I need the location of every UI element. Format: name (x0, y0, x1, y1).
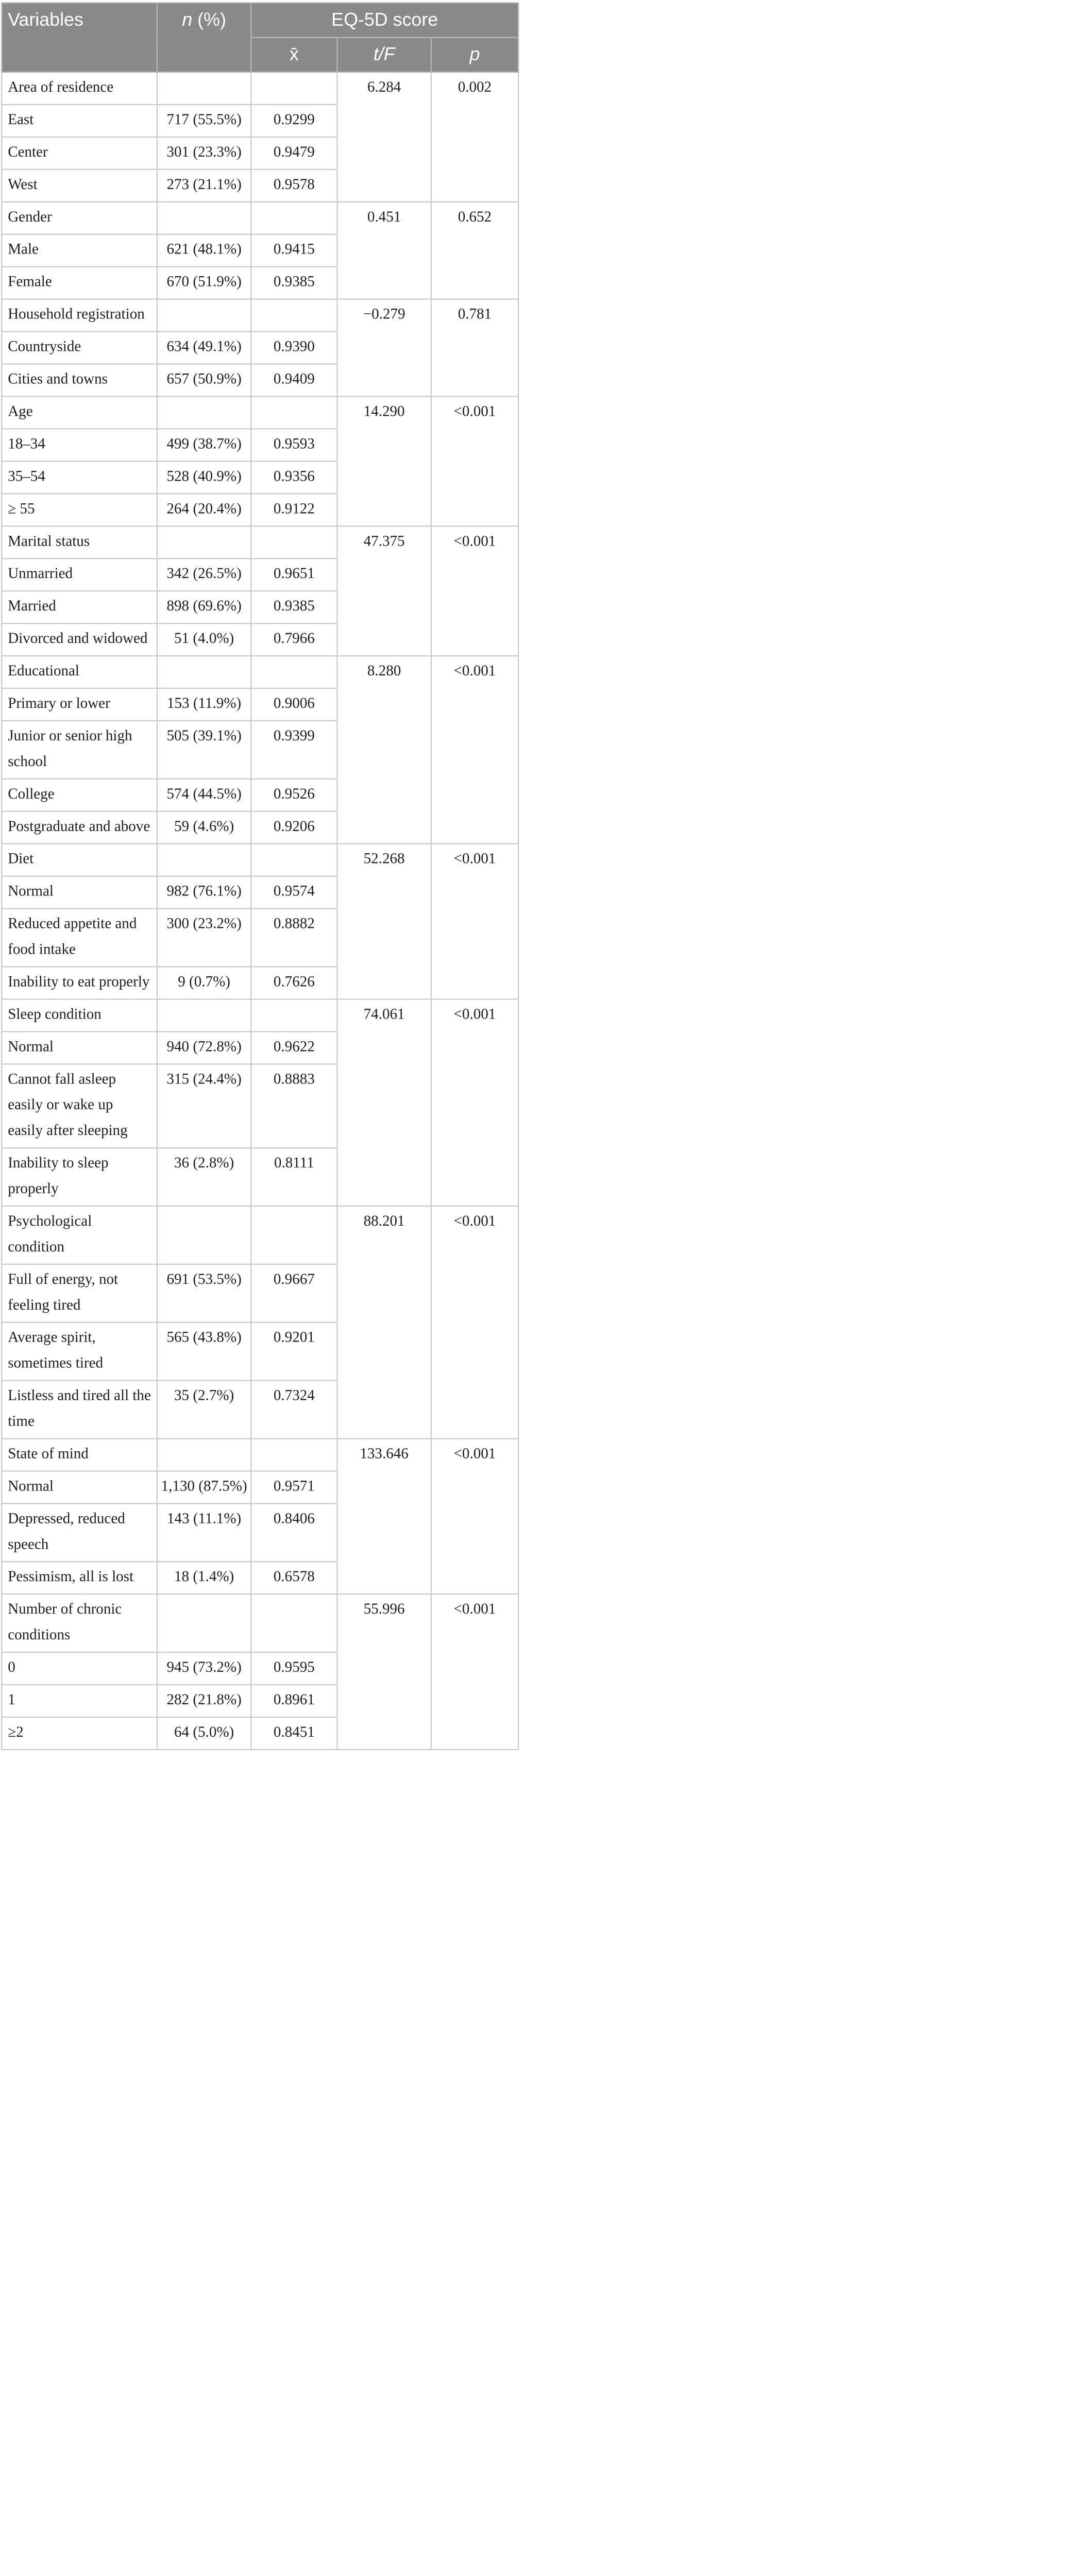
group-header-row (2, 202, 518, 234)
variable-label: Age (2, 396, 157, 429)
p-value: <0.001 (431, 656, 518, 844)
n-percent-cell: 982 (76.1%) (157, 876, 251, 909)
n-percent-cell: 35 (2.7%) (157, 1381, 251, 1439)
n-percent-cell (157, 72, 251, 105)
mean-cell: 0.9667 (251, 1264, 337, 1323)
n-percent-cell: 898 (69.6%) (157, 591, 251, 623)
variable-level: Unmarried (2, 558, 157, 591)
mean-cell (251, 72, 337, 105)
variable-label: Marital status (2, 526, 157, 558)
n-percent-cell: 36 (2.8%) (157, 1148, 251, 1206)
header-eq5d-score: EQ-5D score (251, 3, 518, 37)
mean-cell: 0.9385 (251, 267, 337, 299)
test-statistic: −0.279 (337, 299, 431, 397)
mean-cell: 0.9201 (251, 1323, 337, 1381)
mean-cell: 0.9574 (251, 876, 337, 909)
variable-label: Area of residence (2, 72, 157, 105)
test-statistic: 55.996 (337, 1594, 431, 1750)
header-n-percent-suffix: (%) (192, 10, 226, 30)
mean-cell (251, 999, 337, 1031)
variable-level: Reduced appetite and food intake (2, 909, 157, 967)
variable-level: East (2, 105, 157, 137)
group-header-row (2, 72, 518, 105)
p-value: <0.001 (431, 1438, 518, 1594)
n-percent-cell: 315 (24.4%) (157, 1064, 251, 1148)
group-header-row (2, 1594, 518, 1652)
mean-cell: 0.8961 (251, 1685, 337, 1717)
mean-cell: 0.9622 (251, 1031, 337, 1064)
header-p: p (431, 38, 518, 72)
n-percent-cell: 945 (73.2%) (157, 1652, 251, 1685)
p-value: <0.001 (431, 1206, 518, 1438)
mean-cell: 0.9299 (251, 105, 337, 137)
variable-level: Cities and towns (2, 364, 157, 397)
n-percent-cell: 634 (49.1%) (157, 332, 251, 364)
variable-level: Divorced and widowed (2, 623, 157, 656)
mean-cell (251, 396, 337, 429)
eq5d-table (1, 2, 519, 1750)
mean-cell: 0.8406 (251, 1503, 337, 1562)
mean-cell (251, 844, 337, 876)
test-statistic: 47.375 (337, 526, 431, 656)
mean-cell: 0.9006 (251, 688, 337, 721)
mean-cell: 0.8883 (251, 1064, 337, 1148)
variable-level: ≥2 (2, 1717, 157, 1750)
variable-level: Full of energy, not feeling tired (2, 1264, 157, 1323)
n-percent-cell: 301 (23.3%) (157, 137, 251, 170)
variable-label: Sleep condition (2, 999, 157, 1031)
n-percent-cell: 51 (4.0%) (157, 623, 251, 656)
n-percent-cell (157, 1438, 251, 1471)
group-header-row (2, 999, 518, 1031)
n-percent-cell (157, 1594, 251, 1652)
mean-cell: 0.9595 (251, 1652, 337, 1685)
n-percent-cell (157, 844, 251, 876)
variable-level: Female (2, 267, 157, 299)
header-mean: x̄ (251, 38, 337, 72)
header-n-percent (157, 3, 251, 72)
p-value: <0.001 (431, 844, 518, 999)
n-percent-cell: 273 (21.1%) (157, 170, 251, 202)
variable-level: 0 (2, 1652, 157, 1685)
group-header-row (2, 656, 518, 688)
test-statistic: 6.284 (337, 72, 431, 202)
n-percent-cell: 691 (53.5%) (157, 1264, 251, 1323)
test-statistic: 52.268 (337, 844, 431, 999)
test-statistic: 88.201 (337, 1206, 431, 1438)
n-percent-cell (157, 656, 251, 688)
variable-level: Male (2, 234, 157, 267)
n-percent-cell (157, 396, 251, 429)
variable-level: Normal (2, 1031, 157, 1064)
mean-cell: 0.8882 (251, 909, 337, 967)
variable-level: Normal (2, 1471, 157, 1503)
variable-level: Inability to eat properly (2, 967, 157, 999)
variable-label: Household registration (2, 299, 157, 332)
n-percent-cell: 670 (51.9%) (157, 267, 251, 299)
mean-cell: 0.7626 (251, 967, 337, 999)
p-value: <0.001 (431, 396, 518, 526)
variable-label: State of mind (2, 1438, 157, 1471)
n-percent-cell: 342 (26.5%) (157, 558, 251, 591)
mean-cell (251, 1206, 337, 1264)
mean-cell: 0.9479 (251, 137, 337, 170)
test-statistic: 133.646 (337, 1438, 431, 1594)
n-percent-cell: 528 (40.9%) (157, 461, 251, 494)
n-percent-cell: 717 (55.5%) (157, 105, 251, 137)
n-percent-cell: 18 (1.4%) (157, 1562, 251, 1594)
variable-level: Postgraduate and above (2, 811, 157, 844)
mean-cell: 0.9526 (251, 779, 337, 811)
n-percent-cell: 264 (20.4%) (157, 494, 251, 526)
variable-level: 35–54 (2, 461, 157, 494)
variable-level: ≥ 55 (2, 494, 157, 526)
n-percent-cell (157, 202, 251, 234)
n-percent-cell (157, 1206, 251, 1264)
n-percent-cell (157, 526, 251, 558)
variable-label: Educational (2, 656, 157, 688)
mean-cell (251, 202, 337, 234)
mean-cell: 0.7966 (251, 623, 337, 656)
variable-label: Psychological condition (2, 1206, 157, 1264)
n-percent-cell: 574 (44.5%) (157, 779, 251, 811)
p-value: 0.652 (431, 202, 518, 299)
mean-cell: 0.8111 (251, 1148, 337, 1206)
n-percent-cell: 940 (72.8%) (157, 1031, 251, 1064)
variable-level: Pessimism, all is lost (2, 1562, 157, 1594)
mean-cell: 0.9415 (251, 234, 337, 267)
variable-level: Primary or lower (2, 688, 157, 721)
variable-label: Gender (2, 202, 157, 234)
table-body (2, 72, 518, 1750)
variable-level: Junior or senior high school (2, 721, 157, 779)
p-value: <0.001 (431, 999, 518, 1206)
group-header-row (2, 1438, 518, 1471)
n-percent-cell: 64 (5.0%) (157, 1717, 251, 1750)
mean-cell: 0.6578 (251, 1562, 337, 1594)
group-header-row (2, 1206, 518, 1264)
variable-level: Depressed, reduced speech (2, 1503, 157, 1562)
mean-cell (251, 299, 337, 332)
mean-cell (251, 526, 337, 558)
mean-cell: 0.7324 (251, 1381, 337, 1439)
group-header-row (2, 299, 518, 332)
mean-cell: 0.9571 (251, 1471, 337, 1503)
variable-label: Diet (2, 844, 157, 876)
n-percent-cell: 1,130 (87.5%) (157, 1471, 251, 1503)
variable-level: Listless and tired all the time (2, 1381, 157, 1439)
variable-level: 18–34 (2, 429, 157, 461)
mean-cell: 0.9409 (251, 364, 337, 397)
mean-cell: 0.9206 (251, 811, 337, 844)
n-percent-cell: 499 (38.7%) (157, 429, 251, 461)
group-header-row (2, 396, 518, 429)
p-value: 0.002 (431, 72, 518, 202)
variable-level: Center (2, 137, 157, 170)
mean-cell: 0.9356 (251, 461, 337, 494)
n-percent-cell: 300 (23.2%) (157, 909, 251, 967)
n-percent-cell: 143 (11.1%) (157, 1503, 251, 1562)
mean-cell: 0.9651 (251, 558, 337, 591)
mean-cell: 0.9385 (251, 591, 337, 623)
mean-cell: 0.9399 (251, 721, 337, 779)
header-n-symbol: n (182, 10, 193, 30)
mean-cell: 0.9593 (251, 429, 337, 461)
header-variables: Variables (2, 3, 157, 72)
variable-level: Inability to sleep properly (2, 1148, 157, 1206)
test-statistic: 74.061 (337, 999, 431, 1206)
table-header (2, 3, 518, 72)
group-header-row (2, 844, 518, 876)
n-percent-cell (157, 999, 251, 1031)
variable-label: Number of chronic conditions (2, 1594, 157, 1652)
test-statistic: 14.290 (337, 396, 431, 526)
p-value: 0.781 (431, 299, 518, 397)
n-percent-cell: 621 (48.1%) (157, 234, 251, 267)
group-header-row (2, 526, 518, 558)
variable-level: Countryside (2, 332, 157, 364)
n-percent-cell: 505 (39.1%) (157, 721, 251, 779)
variable-level: College (2, 779, 157, 811)
p-value: <0.001 (431, 1594, 518, 1750)
n-percent-cell: 153 (11.9%) (157, 688, 251, 721)
n-percent-cell: 59 (4.6%) (157, 811, 251, 844)
variable-level: Average spirit, sometimes tired (2, 1323, 157, 1381)
mean-cell: 0.9578 (251, 170, 337, 202)
n-percent-cell: 657 (50.9%) (157, 364, 251, 397)
variable-level: Cannot fall asleep easily or wake up easily after sleeping (2, 1064, 157, 1148)
test-statistic: 8.280 (337, 656, 431, 844)
variable-level: West (2, 170, 157, 202)
mean-cell (251, 1438, 337, 1471)
n-percent-cell: 9 (0.7%) (157, 967, 251, 999)
variable-level: Married (2, 591, 157, 623)
header-t-f: t/F (337, 38, 431, 72)
n-percent-cell: 282 (21.8%) (157, 1685, 251, 1717)
mean-cell: 0.8451 (251, 1717, 337, 1750)
variable-level: 1 (2, 1685, 157, 1717)
test-statistic: 0.451 (337, 202, 431, 299)
n-percent-cell (157, 299, 251, 332)
mean-cell: 0.9390 (251, 332, 337, 364)
mean-cell: 0.9122 (251, 494, 337, 526)
mean-cell (251, 1594, 337, 1652)
variable-level: Normal (2, 876, 157, 909)
p-value: <0.001 (431, 526, 518, 656)
mean-cell (251, 656, 337, 688)
n-percent-cell: 565 (43.8%) (157, 1323, 251, 1381)
